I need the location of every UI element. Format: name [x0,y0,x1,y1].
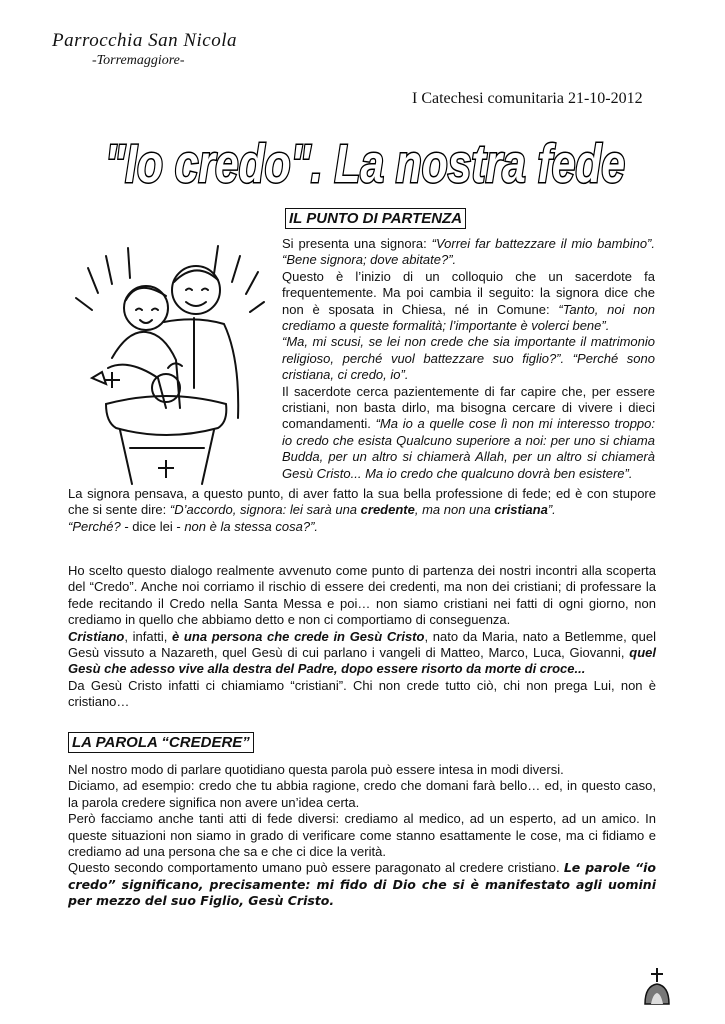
section1-conclusion [68,486,656,535]
parish-name: Parrocchia San Nicola [52,30,237,51]
emphasis-span: Cristiano [68,628,125,644]
text-span: Si presenta una signora: [282,236,432,251]
emphasis-span: è una persona che crede in Gesù Cristo [172,628,425,644]
paragraph [282,384,655,482]
paragraph: Però facciamo anche tanti atti di fede diversi: crediamo al medico, ad un esperto, ad un amico. In queste situazioni non siamo in grado di verificare come stanno esattamente le cose, ma ci fidiamo e crediamo ad una persona che sa e che ci dice la verità. [68,811,656,860]
paragraph [282,269,655,335]
section1-column-text [282,236,655,482]
quote-span: “Ma io a quelle cose lì non mi interesso troppo: io credo che esista Qualcuno superiore a noi: per uno si chiama Budda, per un altro si chiamerà Allah, per un altro si chiamerà Gesù Cristo... Ma io credo che qualcuno dovrà ben esistere”. [282,416,655,481]
paragraph: Da Gesù Cristo infatti ci chiamiamo “cristiani”. Chi non crede tutto ciò, chi non prega Lui, non è cristiano… [68,677,656,710]
text-span: La signora pensava, a questo punto, di aver fatto la sua bella professione di fede; ed è con stupore che si sente dire: [68,486,656,518]
emphasis-span: Le parole “io credo” significano, precisamente: mi fido di Dio che si è manifestato agli uomini per mezzo del suo Figlio, Gesù Cristo. [68,860,656,909]
section-heading-starting-point: IL PUNTO DI PARTENZA [285,208,466,229]
main-title [100,126,630,198]
quote-span: “Perché? [68,518,121,534]
paragraph: Nel nostro modo di parlare quotidiano questa parola può essere intesa in modi diversi. [68,762,564,777]
quote-span: non è la stessa cosa?”. [184,518,319,534]
emphasis-span: quel Gesù che adesso vive alla destra del Padre, dopo essere risorto da morte di croce... [68,645,656,677]
main-title-text: "Io credo". La nostra fede [105,134,625,194]
text-span: , nato da Maria, nato a Betlemme, quel Gesù vissuto a Nazareth, quel Gesù di cui parlano i vangeli di Matteo, Marco, Luca, Giovanni, [68,628,656,661]
section2-text [68,762,656,910]
emphasis-span: cristiana [494,502,548,518]
section-heading-word-believe: LA PAROLA “CREDERE” [68,732,254,753]
text-span: - dice lei - [120,518,185,534]
quote-span: “Vorrei far battezzare il mio bambino”. “Bene signora; dove abitate?”. [282,236,655,268]
paragraph: Diciamo, ad esempio: credo che tu abbia ragione, credo che domani farà bello… ed, in questo caso, la parola credere significa non avere un’idea certa. [68,778,656,810]
quote-span: ”. [547,502,556,518]
text-span: Questo è l’inizio di un colloquio che un sacerdote fa frequentemente. Ma poi cambia il seguito: la signora dice che non è sposata in Chiesa, né in Comune: [282,268,655,317]
baptism-illustration [68,238,268,488]
paragraph [68,519,656,535]
paragraph [68,860,656,909]
quote-span: “Tanto, noi non crediamo a queste formalità; l’importante è volerci bene”. [282,301,655,334]
church-logo-icon [641,966,673,1006]
middle-section-text [68,563,656,711]
text-span: Questo secondo comportamento umano può essere paragonato al credere cristiano. [68,860,564,876]
paragraph [282,334,655,383]
quote-span: “Ma, mi scusi, se lei non crede che sia importante il matrimonio religioso, perché vuol battezzare suo figlio?”. “Perché sono cristiana, ci credo, io”. [282,334,655,383]
paragraph [282,236,655,269]
emphasis-span: credente [360,502,415,518]
text-span: Il sacerdote cerca pazientemente di far capire che, per essere cristiani, non basta dirlo, ma bisogna cercare di vivere i dieci comandamenti. [282,383,655,432]
catechesi-date: I Catechesi comunitaria 21-10-2012 [412,90,643,107]
quote-span: , ma non una [414,502,495,518]
paragraph: Ho scelto questo dialogo realmente avvenuto come punto di partenza dei nostri incontri alla scoperta del “Credo”. Anche noi corriamo il rischio di essere dei credenti, ma non dei cristiani; di professare la fede recitando il Credo nella Santa Messa e poi… non siamo cristiani nei fatti di ogni giorno, non crediamo in quello che abbiamo detto e non ci comportiamo di conseguenza. [68,563,656,628]
town-name: -Torremaggiore- [92,53,185,68]
paragraph [68,486,656,519]
text-span: , infatti, [124,628,173,644]
paragraph [68,629,656,678]
quote-span: “D’accordo, signora: lei sarà una [169,502,361,518]
